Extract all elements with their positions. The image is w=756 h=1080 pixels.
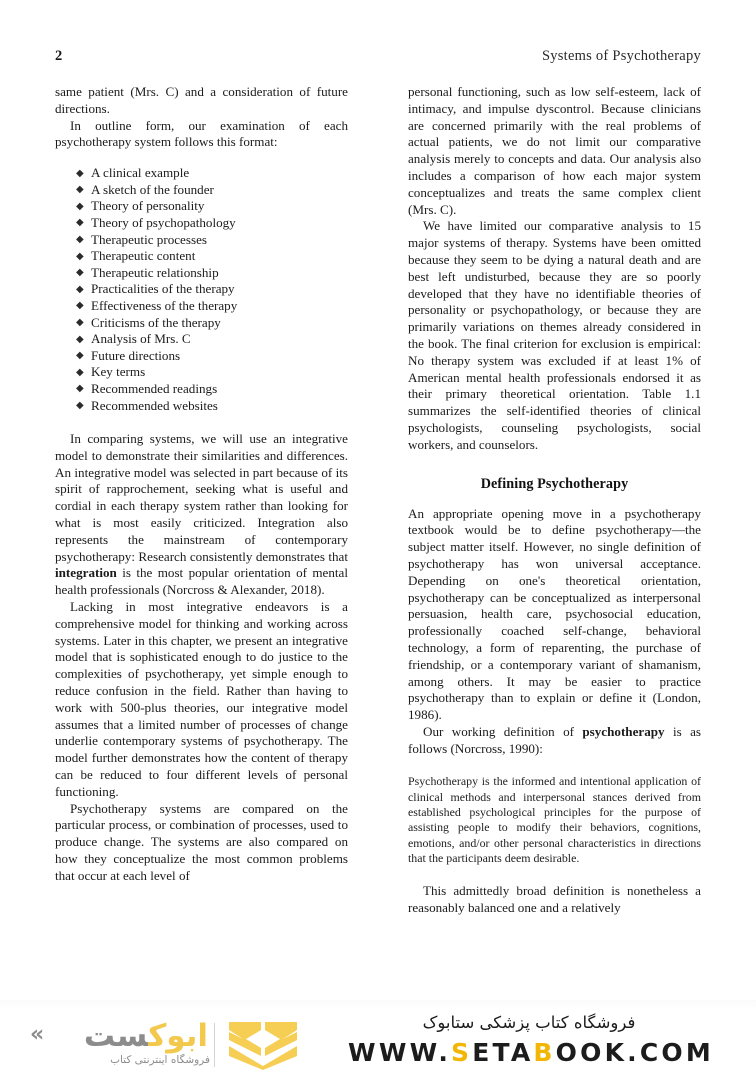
url-letter-s: S [451,1038,473,1067]
list-item [76,331,348,348]
brand-wordmark-wrap [28,1016,210,1074]
body-columns [55,84,701,1008]
vertical-divider [214,1023,215,1067]
list-item-label: A sketch of the founder [91,181,214,197]
list-item-label: Practicalities of the therapy [91,281,235,297]
list-item [76,315,348,332]
list-item-label: Therapeutic processes [91,231,207,247]
paragraph [408,724,701,758]
diamond-bullet-icon: ◆ [76,234,84,246]
paragraph: Psychotherapy systems are compared on the particular process, or combination of processes, used to produce change. The systems are also compared on how they conceptualize the most common problems that occur at each level of [55,800,348,883]
paragraph-text: is as follows (Norcross, 1990): [408,723,702,756]
list-item-label: Theory of personality [91,198,205,214]
brand-wordmark [32,1018,208,1054]
diamond-bullet-icon: ◆ [76,184,84,196]
diamond-bullet-icon: ◆ [76,167,84,179]
list-item-label: Theory of psychopathology [91,214,236,230]
diamond-bullet-icon: ◆ [76,300,84,312]
paragraph-text: In comparing systems, we will use an integrative model to demonstrate their similarities and differences. An integrative model was selected in part because of its spirit of rapprochement, seeking what is useful and cordial in each therapy system rather than looking for what is most easily criticized. Integration also represents the mainstream of contemporary psychotherapy: Research consistently demonstrates that [55,431,348,564]
block-quote-definition: Psychotherapy is the informed and intentional application of clinical methods and interpersonal stances derived from established psychological principles for the purpose of assisting people to modify their behaviors, cognitions, emotions, and/or other personal characteristics in directions that the participants deem desirable. [408,774,701,865]
list-item [76,381,348,398]
diamond-bullet-icon: ◆ [76,317,84,329]
list-item [76,248,348,265]
bold-term-psychotherapy: psychotherapy [582,723,665,739]
list-item [76,182,348,199]
list-item-label: A clinical example [91,165,190,181]
brand-wordmark-gray: ست [83,1018,149,1054]
diamond-bullet-icon: ◆ [76,283,84,295]
list-item-label: Recommended websites [91,397,218,413]
paragraph: In outline form, our examination of each psychotherapy system follows this format: [55,117,348,150]
paragraph: This admittedly broad definition is nonetheless a reasonably balanced one and a relatively [408,883,701,916]
paragraph [55,431,348,599]
spacer [55,414,348,431]
paragraph-text: Our working definition of [423,723,583,739]
footer-watermark-band [0,1008,756,1080]
diamond-bullet-icon: ◆ [76,350,84,362]
list-item-label: Analysis of Mrs. C [91,331,191,347]
page-number: 2 [55,48,63,64]
list-item [76,198,348,215]
paragraph: Lacking in most integrative endeavors is a comprehensive model for thinking and working across systems. Later in this chapter, we present an integrative model that is sophisticated enough to do justice to the complexities of psychotherapy, yet simple enough to reduce confusion in the field. Rather than having to work with 500-plus theories, our integrative model assumes that a limited number of processes of change underlie contemporary systems of psychotherapy. The model further demonstrates how the content of therapy can be reduced to four different levels of personal functioning. [55,599,348,799]
double-chevron-left-icon: « [30,1022,42,1047]
bold-term-integration: integration [55,565,117,581]
text-column-left [55,84,348,1008]
chevron-logo-mark [227,1020,299,1070]
diamond-bullet-icon: ◆ [76,400,84,411]
diamond-bullet-icon: ◆ [76,366,84,378]
list-item-label: Recommended readings [91,380,218,396]
diamond-bullet-icon: ◆ [76,383,84,395]
list-item-label: Therapeutic content [91,248,196,264]
paragraph-text: is the most popular orientation of mental health professionals (Norcross & Alexander, 2018). [55,565,348,598]
outline-bullet-list [55,165,348,414]
brand-lockup [28,1014,318,1076]
diamond-bullet-icon: ◆ [76,267,84,279]
list-item-label: Criticisms of the therapy [91,314,221,330]
list-item [76,265,348,282]
section-heading: Defining Psychotherapy [480,475,629,492]
list-item [76,348,348,365]
running-head-title: Systems of Psychotherapy [541,48,701,64]
list-item [76,298,348,315]
url-suffix: OOK.COM [555,1038,714,1067]
list-item-label: Effectiveness of the therapy [91,297,238,313]
brand-tagline: فروشگاه اینترنتی کتاب [110,1054,210,1066]
list-item-label: Future directions [91,347,181,363]
url-prefix: WWW. [348,1038,452,1067]
brand-wordmark-gold: ابوک [148,1018,208,1054]
list-item-label: Key terms [91,364,146,380]
diamond-bullet-icon: ◆ [76,200,84,212]
footer-website-url [332,1036,732,1070]
list-item [76,281,348,298]
list-item [76,364,348,381]
diamond-bullet-icon: ◆ [76,333,84,345]
list-item [76,398,348,415]
paragraph: personal functioning, such as low self-esteem, lack of intimacy, and impulse dyscontrol. Because clinicians are concerned primarily with the real problems of actual patients, we do not limit our comparative analysis merely to concepts and data. Our analysis also includes a comparison of how each major system conceptualizes and treats the same complex client (Mrs. C). [408,84,701,217]
text-column-right [408,84,701,1008]
list-item [76,232,348,249]
list-item-label: Therapeutic relationship [91,264,219,280]
list-item [76,165,348,182]
running-head [55,48,701,70]
paragraph: same patient (Mrs. C) and a consideration of future directions. [55,84,348,116]
url-letter-b: B [533,1038,556,1067]
paragraph: We have limited our comparative analysis to 15 major systems of therapy. Systems have been omitted because they seem to be dying a natural death and are best left undisturbed, because they are so poorly developed that they have no identifiable theories of personality or psychopathology, or because they are primarily variations on themes already considered in the book. The final criterion for exclusion is empirical: No therapy system was excluded if at least 1% of American mental health professionals endorsed it as their primary theoretical orientation. Table 1.1 summarizes the self-identified theories of clinical psychologists, counseling psychologists, social workers, and counselors. [408,218,701,452]
footer-persian-tagline: فروشگاه کتاب پزشکی ستابوک [422,1013,636,1032]
diamond-bullet-icon: ◆ [76,217,84,229]
diamond-bullet-icon: ◆ [76,250,84,262]
paragraph: An appropriate opening move in a psychotherapy textbook would be to define psychotherapy—the subject matter itself. However, no single definition of psychotherapy has won universal acceptance. Depending on one's theoretical orientation, psychotherapy can be conceptualized as interpersonal persuasion, health care, psychosocial education, professionally coached self-change, behavioral technology, a form of reparenting, the purchase of friendship, or a contemporary variant of shamanism, among others. It may be easier to practice psychotherapy than to explain or define it (London, 1986). [408,505,701,723]
url-lockup [332,1008,732,1080]
list-item [76,215,348,232]
chevron-logo-svg [227,1020,299,1070]
url-letters-eta: ETA [472,1038,534,1067]
